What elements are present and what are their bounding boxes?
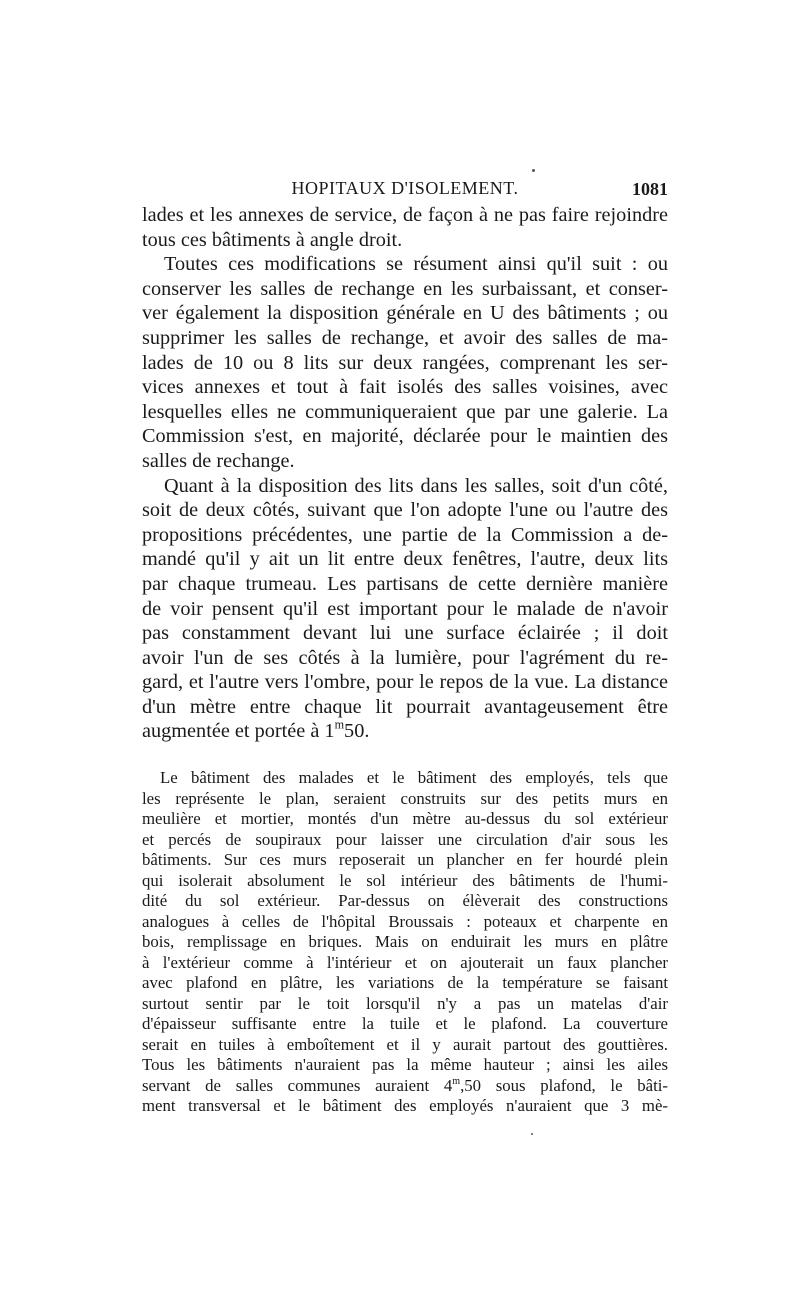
text-line: ment transversal et le bâtiment des employés n'auraient que 3 mè- [142, 1096, 668, 1115]
line-text-tail: 50. [344, 720, 370, 743]
text-line: par chaque trumeau. Les partisans de cette dernière manière [142, 572, 668, 595]
text-line: analogues à celles de l'hôpital Broussais : poteaux et charpente en [142, 911, 668, 931]
line-text: augmentée et portée à 1 [142, 720, 335, 743]
text-line: lades et les annexes de service, de façon à ne pas faire rejoindre [142, 204, 668, 226]
text-line-last [142, 719, 668, 744]
text-line: avoir l'un de ses côtés à la lumière, pour l'agrément du re- [142, 646, 668, 669]
text-line: vices annexes et tout à fait isolés des salles voisines, avec [142, 376, 668, 399]
paragraph-start-line: Le bâtiment des malades et le bâtiment des employés, tels que [160, 768, 668, 787]
text-line: lades de 10 ou 8 lits sur deux rangées, comprenant les ser- [142, 351, 668, 374]
text-line: qui isolerait absolument le sol intérieur des bâtiments de l'humi- [142, 870, 668, 890]
line-text-tail: ,50 sous plafond, le bâti- [460, 1075, 668, 1095]
text-line: et percés de soupiraux pour laisser une circulation d'air sous les [142, 829, 668, 849]
text-line: conserver les salles de rechange en les surbaissant, et conser- [142, 277, 668, 300]
text-line: d'épaisseur suffisante entre la tuile et le plafond. La couverture [142, 1014, 668, 1033]
note-text [142, 768, 668, 1117]
text-line: Commission s'est, en majorité, déclarée pour le maintien des [142, 425, 668, 448]
running-head [142, 176, 668, 202]
text-line: lesquelles elles ne communiqueraient que par une galerie. La [142, 400, 668, 423]
page-number: 1081 [632, 179, 668, 199]
text-line: avec plafond en plâtre, les variations de la température se faisant [142, 973, 668, 992]
text-line: les représente le plan, seraient construits sur des petits murs en [142, 788, 668, 808]
print-speck [532, 169, 535, 172]
print-speck [531, 1133, 533, 1135]
text-line: Tous les bâtiments n'auraient pas la même hauteur ; ainsi les ailes [142, 1055, 668, 1074]
text-line: propositions précédentes, une partie de la Commission a de- [142, 523, 668, 546]
text-line: serait en tuiles à emboîtement et il y aurait partout des gouttières. [142, 1034, 668, 1054]
text-line: dité du sol extérieur. Par-dessus on élèverait des constructions [142, 891, 668, 910]
text-line: d'un mètre entre chaque lit pourrait avantageusement être [142, 695, 668, 718]
text-line: gard, et l'autre vers l'ombre, pour le repos de la vue. La distance [142, 671, 668, 694]
text-line: tous ces bâtiments à angle droit. [142, 228, 403, 251]
text-line: supprimer les salles de rechange, et avoir des salles de ma- [142, 326, 668, 349]
text-line: salles de rechange. [142, 449, 295, 472]
text-line: surtout sentir par le toit lorsqu'il n'y a pas un matelas d'air [142, 993, 668, 1013]
paragraph-start-line: Quant à la disposition des lits dans les salles, soit d'un côté, [164, 474, 668, 497]
unit-superscript: m [452, 1075, 461, 1087]
text-line: pas constamment devant lui une surface éclairée ; il doit [142, 622, 668, 645]
text-line: à l'extérieur comme à l'intérieur et on ajouterait un faux plancher [142, 952, 668, 972]
text-line [142, 1076, 668, 1097]
unit-superscript: m [334, 717, 345, 732]
text-line: soit de deux côtés, suivant que l'on adopte l'une ou l'autre des [142, 499, 668, 522]
running-title: HOPITAUX D'ISOLEMENT. [291, 178, 519, 198]
text-line: meulière et mortier, montés d'un mètre au-dessus du sol extérieur [142, 809, 668, 828]
main-text [142, 203, 668, 744]
line-text: servant de salles communes auraient 4 [142, 1075, 453, 1095]
text-line: bois, remplissage en briques. Mais on enduirait les murs en plâtre [142, 932, 668, 951]
text-line: bâtiments. Sur ces murs reposerait un plancher en fer hourdé plein [142, 850, 668, 869]
text-line: de voir pensent qu'il est important pour le malade de n'avoir [142, 597, 668, 620]
paragraph-start-line: Toutes ces modifications se résument ainsi qu'il suit : ou [164, 253, 668, 276]
text-line: ver également la disposition générale en U des bâtiments ; ou [142, 302, 668, 325]
text-line: mandé qu'il y ait un lit entre deux fenêtres, l'autre, deux lits [142, 548, 668, 571]
